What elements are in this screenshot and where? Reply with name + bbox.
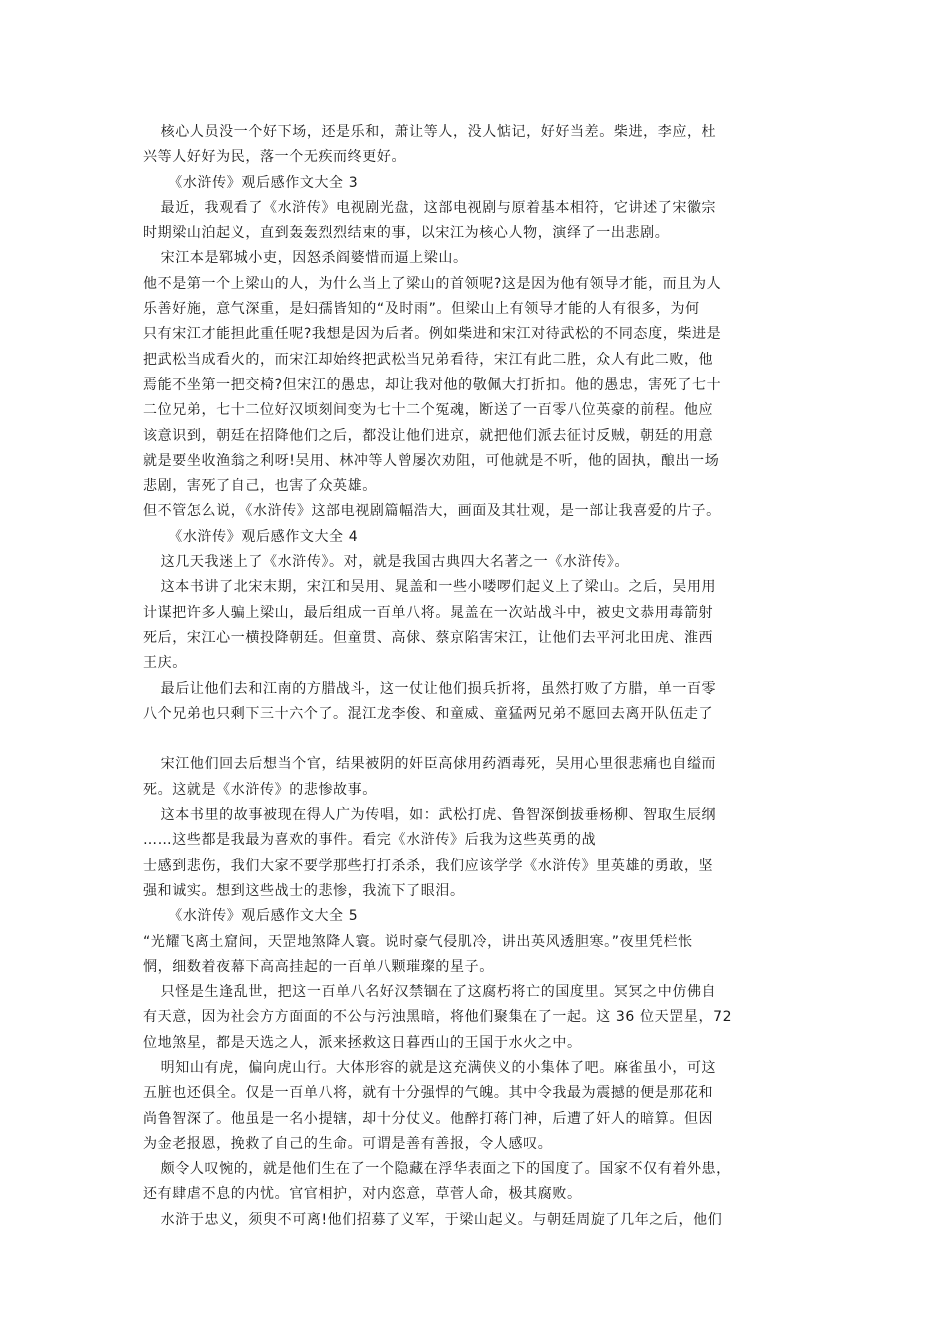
text-line: 他不是第一个上梁山的人，为什么当上了梁山的首领呢?这是因为他有领导才能，而且为人 bbox=[143, 275, 722, 292]
text-line: “光耀飞离土窟间，天罡地煞降人寰。说时豪气侵肌冷，讲出英风透胆寒。”夜里凭栏怅 bbox=[143, 933, 693, 950]
section-heading: 《水浒传》观后感作文大全 3 bbox=[146, 174, 359, 191]
section-heading: 《水浒传》观后感作文大全 4 bbox=[146, 528, 359, 545]
text-line: 死。这就是《水浒传》的悲惨故事。 bbox=[143, 781, 377, 798]
text-line: 位地煞星，都是天选之人，派来拯救这日暮西山的王国于水火之中。 bbox=[143, 1034, 582, 1051]
text-line: 该意识到，朝廷在招降他们之后，都没让他们进京，就把他们派去征讨反贼，朝廷的用意 bbox=[143, 427, 714, 444]
text-line: 把武松当成看火的，而宋江却始终把武松当兄弟看待，宋江有此二胜，众人有此二败，他 bbox=[143, 351, 714, 368]
document-body bbox=[143, 120, 811, 1233]
text-line: 乐善好施，意气深重，是妇孺皆知的“及时雨”。但梁山上有领导才能的人有很多，为何 bbox=[143, 301, 700, 318]
text-line: 只怪是生逢乱世，把这一百单八名好汉禁锢在了这腐朽将亡的国度里。冥冥之中仿佛自 bbox=[146, 984, 717, 1001]
text-line: 宋江本是郓城小吏，因怒杀阎婆惜而逼上梁山。 bbox=[146, 250, 468, 267]
text-line: 兴等人好好为民，落一个无疾而终更好。 bbox=[143, 149, 407, 166]
text-line: 宋江他们回去后想当个官，结果被阴的奸臣高俅用药酒毒死，吴用心里很悲痛也自缢而 bbox=[146, 756, 717, 773]
text-line: 水浒于忠义，须臾不可离!他们招募了义军，于梁山起义。与朝廷周旋了几年之后，他们 bbox=[146, 1211, 723, 1228]
text-line: 强和诚实。想到这些战士的悲惨，我流下了眼泪。 bbox=[143, 882, 465, 899]
text-line: 时期梁山泊起义，直到轰轰烈烈结束的事，以宋江为核心人物，演绎了一出悲剧。 bbox=[143, 225, 670, 242]
text-line: 王庆。 bbox=[143, 655, 187, 672]
text-line: 士感到悲伤，我们大家不要学那些打打杀杀，我们应该学学《水浒传》里英雄的勇敢，坚 bbox=[143, 857, 714, 874]
text-line: 最后让他们去和江南的方腊战斗，这一仗让他们损兵折将，虽然打败了方腊，单一百零 bbox=[146, 680, 717, 697]
text-line: 死后，宋江心一横投降朝廷。但童贯、高俅、蔡京陷害宋江，让他们去平河北田虎、淮西 bbox=[143, 629, 714, 646]
text-line: 这几天我迷上了《水浒传》。对，就是我国古典四大名著之一《水浒传》。 bbox=[146, 554, 630, 571]
text-line: 为金老报恩，挽救了自己的生命。可谓是善有善报，令人感叹。 bbox=[143, 1135, 553, 1152]
text-line: 明知山有虎，偏向虎山行。大体形容的就是这充满侠义的小集体了吧。麻雀虽小，可这 bbox=[146, 1059, 717, 1076]
text-line: 焉能不坐第一把交椅?但宋江的愚忠，却让我对他的敬佩大打折扣。他的愚忠，害死了七十 bbox=[143, 376, 722, 393]
text-line: 只有宋江才能担此重任呢?我想是因为后者。例如柴进和宋江对待武松的不同态度，柴进是 bbox=[143, 326, 722, 343]
text-line: 五脏也还俱全。仅是一百单八将，就有十分强悍的气魄。其中令我最为震撼的便是那花和 bbox=[143, 1085, 714, 1102]
text-line: 就是要坐收渔翁之利呀!吴用、林冲等人曾屡次劝阻，可他就是不听，他的固执，酿出一场 bbox=[143, 452, 720, 469]
text-line: 最近，我观看了《水浒传》电视剧光盘，这部电视剧与原着基本相符，它讲述了宋徽宗 bbox=[146, 199, 717, 216]
text-line: 八个兄弟也只剩下三十六个了。混江龙李俊、和童威、童猛两兄弟不愿回去离开队伍走了 bbox=[143, 705, 714, 722]
section-heading: 《水浒传》观后感作文大全 5 bbox=[146, 908, 359, 925]
blank-line bbox=[143, 727, 811, 752]
text-line: 颇令人叹惋的，就是他们生在了一个隐藏在浮华表面之下的国度了。国家不仅有着外患， bbox=[146, 1161, 731, 1178]
text-line: 惘，细数着夜幕下高高挂起的一百单八颗璀璨的星子。 bbox=[143, 958, 494, 975]
text-line: 二位兄弟，七十二位好汉顷刻间变为七十二个冤魂，断送了一百零八位英豪的前程。他应 bbox=[143, 402, 714, 419]
text-line: 这本书里的故事被现在得人广为传唱，如：武松打虎、鲁智深倒拔垂杨柳、智取生辰纲 bbox=[146, 807, 717, 824]
text-line: 尚鲁智深了。他虽是一名小提辖，却十分仗义。他醉打蒋门神，后遭了奸人的暗算。但因 bbox=[143, 1110, 714, 1127]
text-line: 计谋把许多人骗上梁山，最后组成一百单八将。晁盖在一次站战斗中，被史文恭用毒箭射 bbox=[143, 604, 714, 621]
text-line: ……这些都是我最为喜欢的事件。看完《水浒传》后我为这些英勇的战 bbox=[143, 832, 597, 849]
text-line: 但不管怎么说，《水浒传》这部电视剧篇幅浩大，画面及其壮观，是一部让我喜爱的片子。 bbox=[143, 503, 721, 520]
text-line: 悲剧，害死了自己，也害了众英雄。 bbox=[143, 478, 377, 495]
text-line: 这本书讲了北宋末期，宋江和吴用、晁盖和一些小喽啰们起义上了梁山。之后，吴用用 bbox=[146, 579, 717, 596]
text-line: 还有肆虐不息的内忧。官官相护，对内恣意，草菅人命，极其腐败。 bbox=[143, 1186, 582, 1203]
text-line: 有天意，因为社会方方面面的不公与污浊黑暗，将他们聚集在了一起。这 36 位天罡星，72 bbox=[143, 1009, 733, 1026]
text-line: 核心人员没一个好下场，还是乐和，萧让等人，没人惦记，好好当差。柴进，李应，杜 bbox=[146, 124, 717, 140]
